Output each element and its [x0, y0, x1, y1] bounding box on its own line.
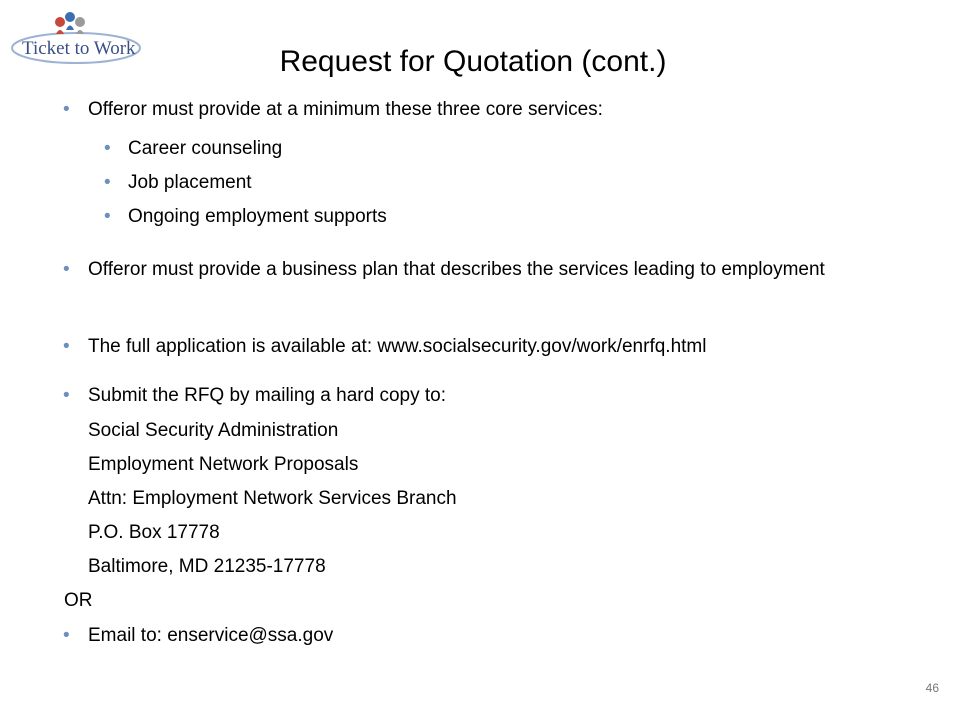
- logo-text: Ticket to Work: [22, 38, 136, 59]
- bullet-marker: •: [63, 259, 70, 280]
- bullet-marker: •: [63, 625, 70, 646]
- address-line-city: Baltimore, MD 21235-17778: [88, 556, 326, 577]
- sub-bullet-marker: •: [104, 172, 111, 193]
- page-number: 46: [925, 681, 939, 695]
- or-separator: OR: [64, 590, 93, 611]
- sub-bullet-job-placement: Job placement: [128, 172, 252, 193]
- address-line-po-box: P.O. Box 17778: [88, 522, 220, 543]
- bullet-marker: •: [63, 99, 70, 120]
- bullet-marker: •: [63, 385, 70, 406]
- bullet-marker: •: [63, 336, 70, 357]
- address-line-proposals: Employment Network Proposals: [88, 454, 359, 475]
- sub-bullet-marker: •: [104, 206, 111, 227]
- bullet-email: Email to: enservice@ssa.gov: [88, 625, 334, 646]
- slide-title: Request for Quotation (cont.): [279, 45, 667, 78]
- sub-bullet-career-counseling: Career counseling: [128, 138, 283, 159]
- bullet-full-application: The full application is available at: www.socialsecurity.gov/work/enrfq.html: [88, 336, 707, 357]
- address-line-ssa: Social Security Administration: [88, 420, 339, 441]
- address-line-attn: Attn: Employment Network Services Branch: [88, 488, 457, 509]
- bullet-core-services: Offeror must provide at a minimum these three core services:: [88, 99, 603, 120]
- sub-bullet-employment-supports: Ongoing employment supports: [128, 206, 387, 227]
- sub-bullet-marker: •: [104, 138, 111, 159]
- bullet-submit-rfq: Submit the RFQ by mailing a hard copy to:: [88, 385, 446, 406]
- bullet-business-plan: Offeror must provide a business plan that describes the services leading to employment: [88, 259, 825, 280]
